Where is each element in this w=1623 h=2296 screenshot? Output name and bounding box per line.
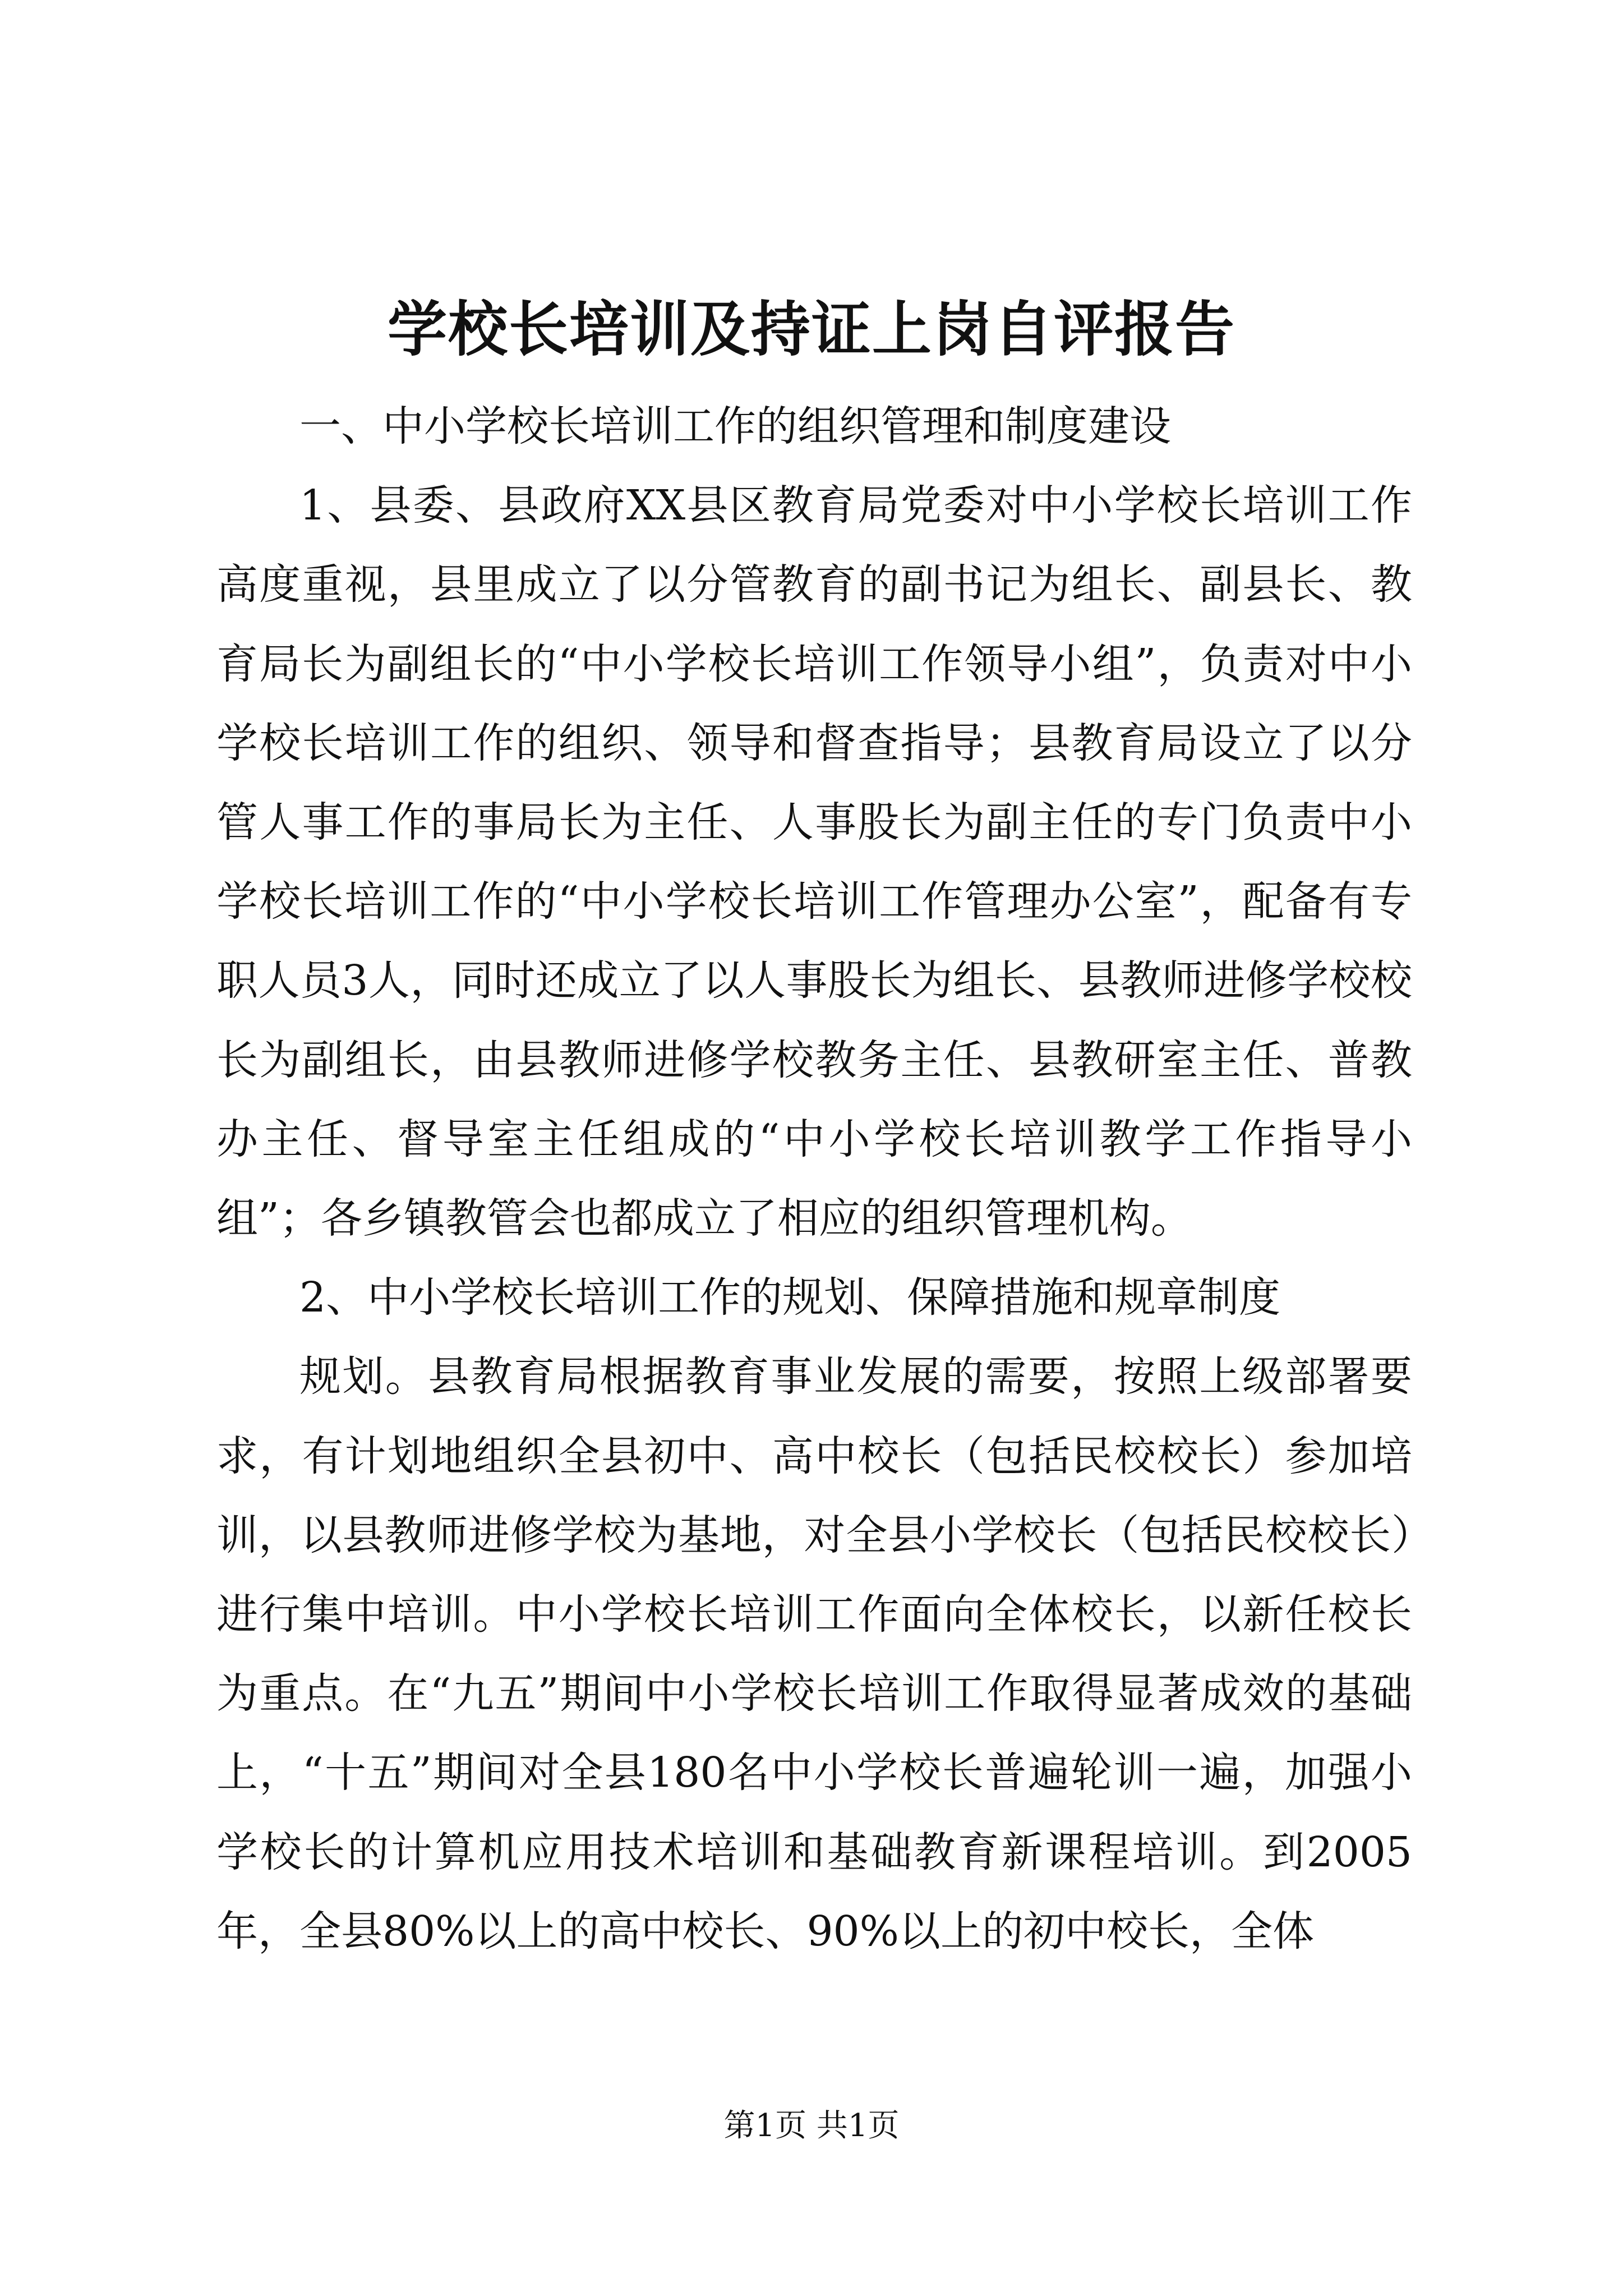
section-heading-2: 2、中小学校长培训工作的规划、保障措施和规章制度 [299,1273,1281,1322]
document-body [216,387,1412,1971]
paragraph-2: 规划。县教育局根据教育事业发展的需要，按照上级部署要求，有计划地组织全县初中、高中校长（包括民校校长）参加培训，以县教师进修学校为基地，对全县小学校长（包括民校校长）进行集中培训。中小学校长培训工作面向全体校长，以新任校长为重点。在“九五”期间中小学校长培训工作取得显著成效的基础上，“十五”期间对全县180名中小学校长普遍轮训一遍，加强小学校长的计算机应用技术培训和基础教育新课程培训。到2005年，全县80%以上的高中校长、90%以上的初中校长，全体 [216,1352,1412,1955]
document-title: 学校长培训及持证上岗自评报告 [388,294,1235,364]
page-footer: 第1页 共1页 [723,2108,900,2144]
paragraph-1: 1、县委、县政府XX县区教育局党委对中小学校长培训工作高度重视，县里成立了以分管教育的副书记为组长、副县长、教育局长为副组长的“中小学校长培训工作领导小组”，负责对中小学校长培训工作的组织、领导和督查指导；县教育局设立了以分管人事工作的事局长为主任、人事股长为副主任的专门负责中小学校长培训工作的“中小学校长培训工作管理办公室”，配备有专职人员3人，同时还成立了以人事股长为组长、县教师进修学校校长为副组长，由县教师进修学校教务主任、县教研室主任、普教办主任、督导室主任组成的“中小学校长培训教学工作指导小组”；各乡镇教管会也都成立了相应的组织管理机构。 [216,481,1412,1243]
section-heading-1: 一、中小学校长培训工作的组织管理和制度建设 [299,402,1171,450]
